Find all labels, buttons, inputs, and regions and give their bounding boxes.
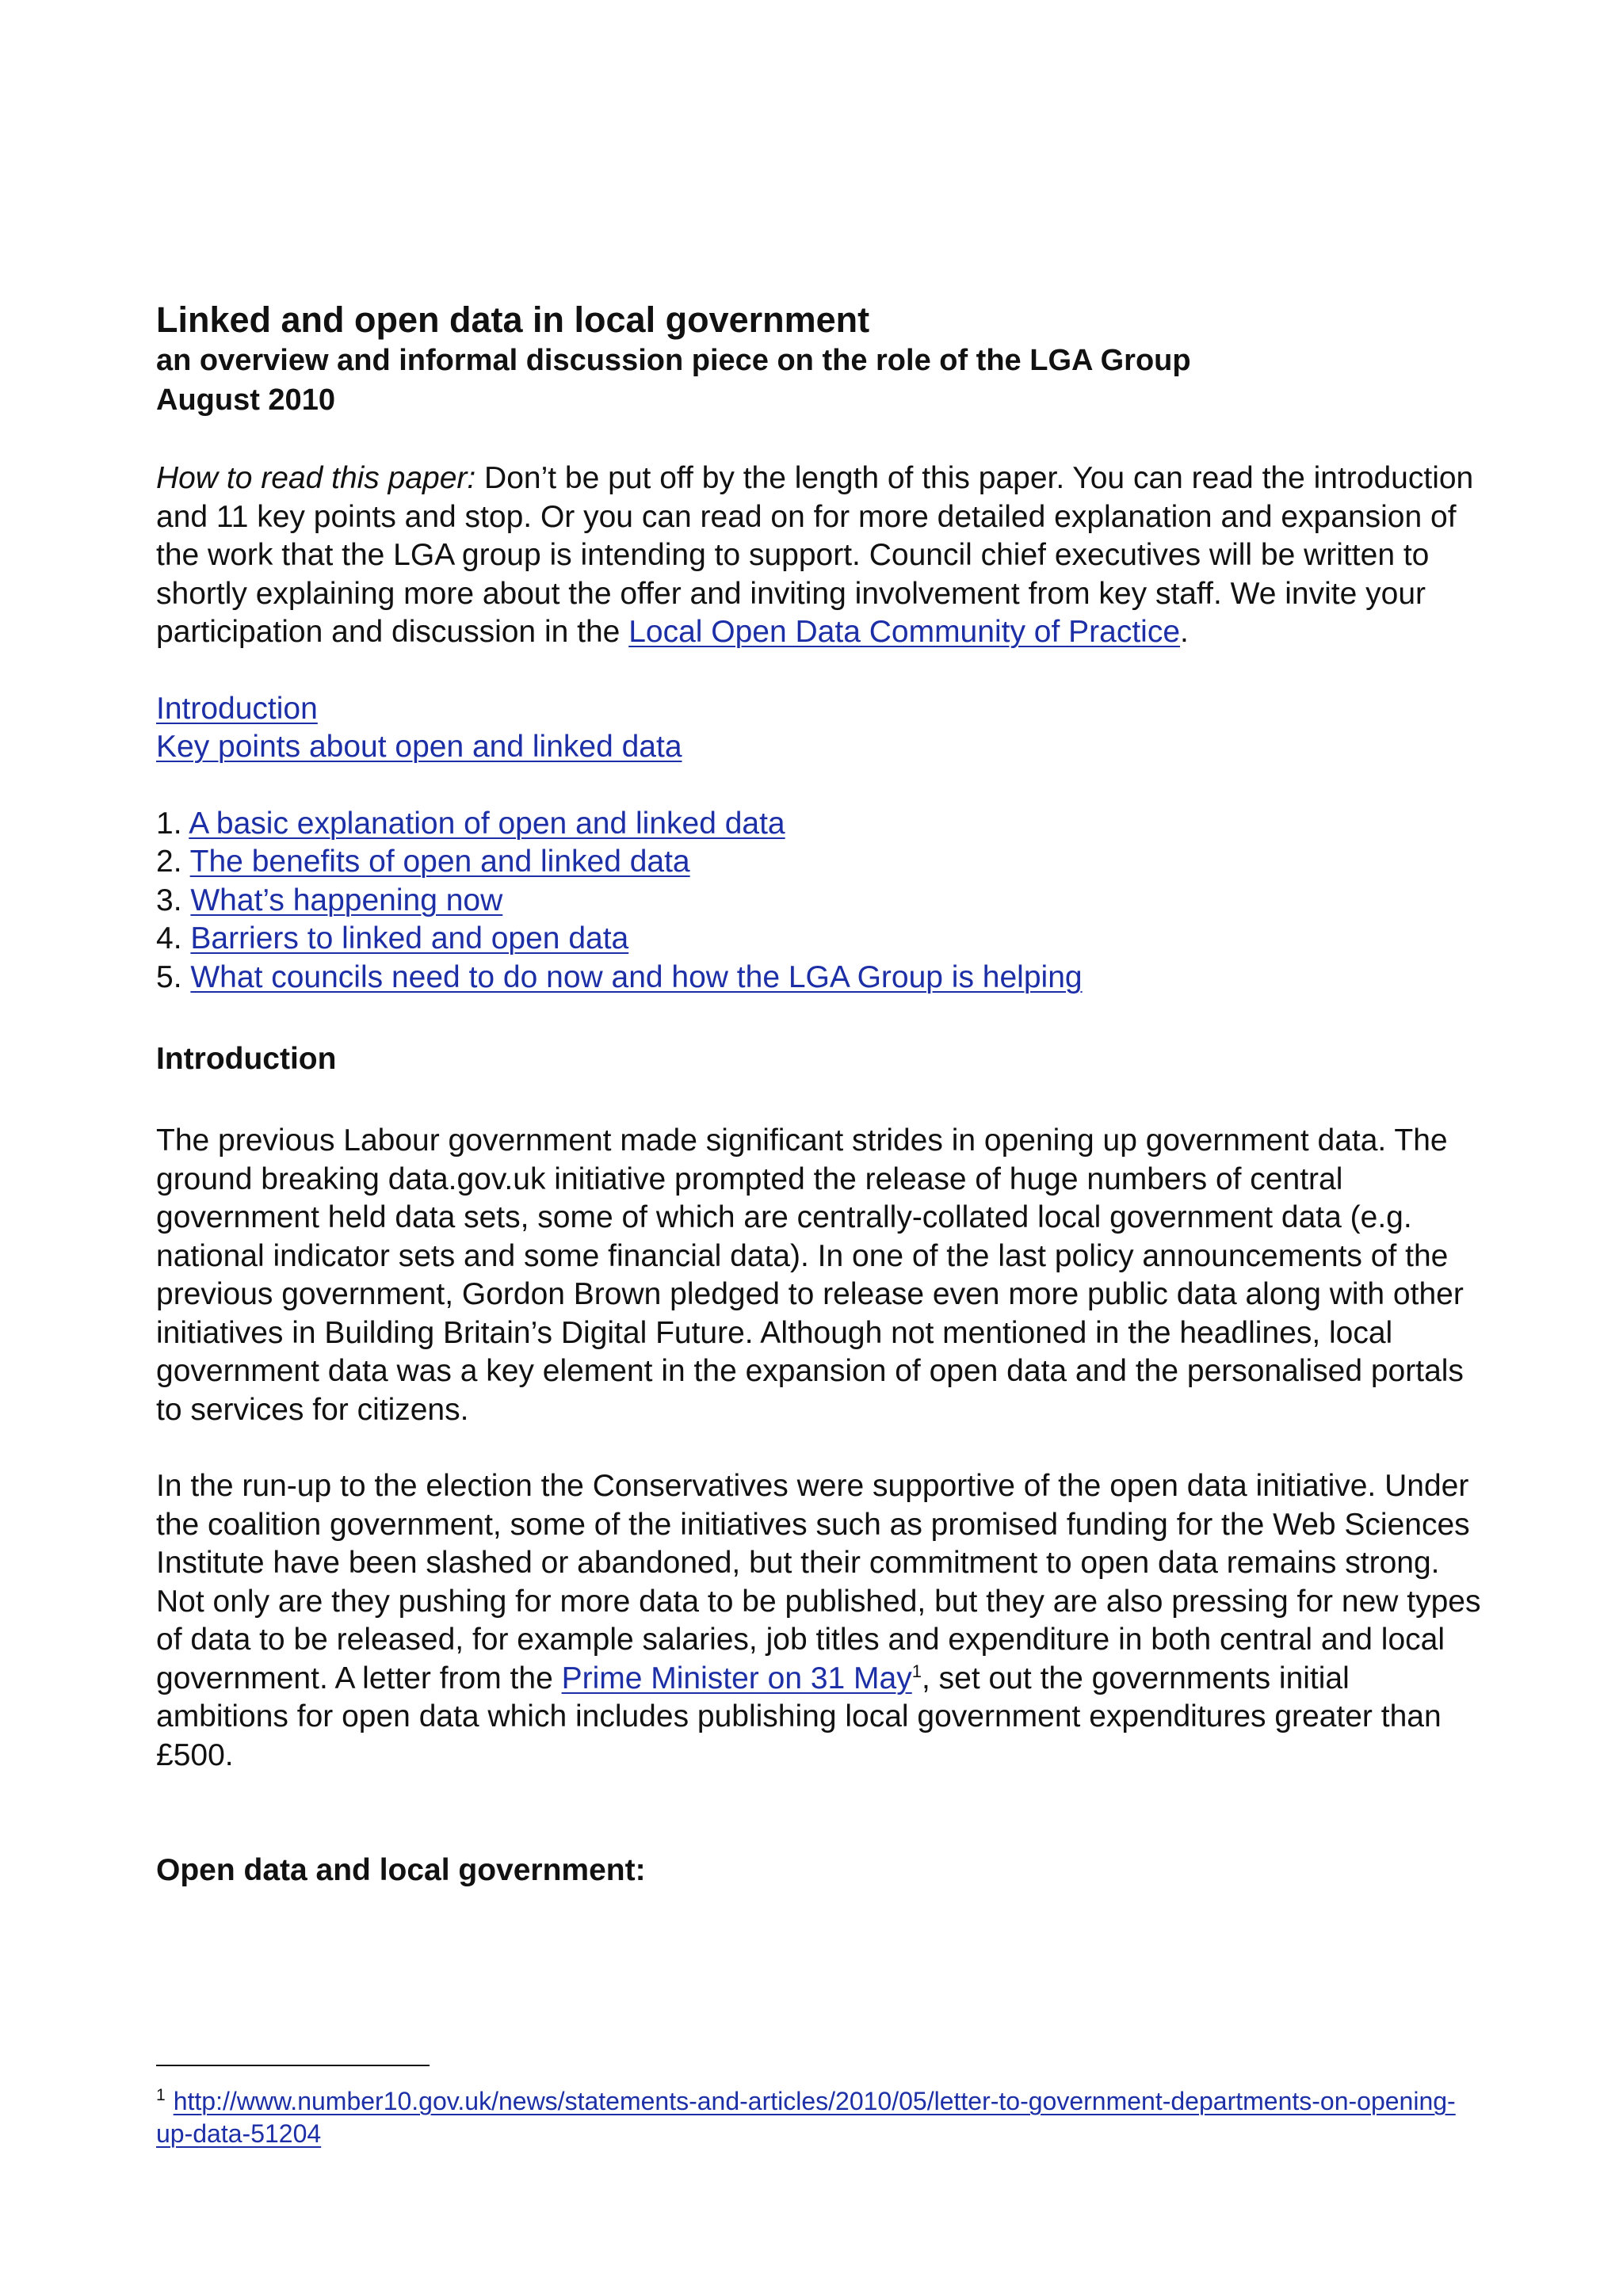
document-title: Linked and open data in local government — [156, 299, 870, 340]
footnote-url-link[interactable]: http://www.number10.gov.uk/news/statements-and-articles/2010/05/letter-to-government-departments-on-opening-up-data-51204 — [156, 2087, 1456, 2148]
para2-text-before: In the run-up to the election the Conservatives were supportive of the open data initiative. Under the coalition government, some of the initiatives such as promised funding for the Web Sciences Institute have been slashed or abandoned, but their commitment to open data remains strong. Not only are they pushing for more data to be published, but they are also pressing for new types of data to be released, for example salaries, job titles and expenditure in both central and local government. A letter from the — [156, 1469, 1481, 1695]
introduction-heading: Introduction — [156, 1042, 337, 1076]
list-number: 4. — [156, 921, 191, 955]
para2-text-after: , set out the governments initial ambitions for open data which includes publishing local government expenditures greater than £500. — [156, 1661, 1442, 1772]
how-to-read-label: How to read this paper: — [156, 461, 476, 495]
toc-link-barriers[interactable]: Barriers to linked and open data — [190, 921, 629, 955]
open-data-heading: Open data and local government: — [156, 1853, 646, 1887]
list-item — [156, 882, 1487, 921]
how-to-read-paragraph — [156, 460, 1487, 652]
footnote-reference[interactable]: 1 — [911, 1661, 922, 1681]
document-date: August 2010 — [156, 383, 335, 417]
list-item — [156, 805, 1487, 844]
toc-link-benefits[interactable]: The benefits of open and linked data — [189, 845, 690, 879]
prime-minister-letter-link[interactable]: Prime Minister on 31 May — [561, 1661, 912, 1695]
list-item — [156, 920, 1487, 959]
how-to-read-text: Don’t be put off by the length of this paper. You can read the introduction and 11 key points and stop. Or you can read on for more detailed explanation and expansion of the work that the LGA group is intending to support. Council chief executives will be written to shortly explaining more about the offer and inviting involvement from key staff. We invite your participation and discussion in the — [156, 461, 1474, 649]
toc-link-key-points[interactable]: Key points about open and linked data — [156, 730, 682, 764]
document-page — [156, 299, 1487, 1890]
numbered-contents-list — [156, 805, 1487, 997]
introduction-paragraph-2 — [156, 1467, 1487, 1775]
how-to-read-end: . — [1180, 615, 1189, 649]
footnote-divider — [156, 2065, 430, 2066]
list-number: 3. — [156, 883, 191, 917]
toc-link-whats-happening[interactable]: What’s happening now — [190, 883, 503, 917]
toc-link-basic-explanation[interactable]: A basic explanation of open and linked data — [189, 806, 785, 841]
document-subtitle: an overview and informal discussion piece on the role of the LGA Group — [156, 344, 1191, 377]
toc-link-what-councils-need[interactable]: What councils need to do now and how the LGA Group is helping — [190, 959, 1083, 994]
footnote — [156, 2085, 1487, 2150]
introduction-paragraph-1: The previous Labour government made significant strides in opening up government data. The ground breaking data.gov.uk initiative prompted the release of huge numbers of central government held data sets, some of which are centrally-collated local government data (e.g. national indicator sets and some financial data). In one of the last policy announcements of the previous government, Gordon Brown pledged to release even more public data along with other initiatives in Building Britain’s Digital Future. Although not mentioned in the headlines, local government data was a key element in the expansion of open data and the personalised portals to services for citizens. — [156, 1123, 1464, 1427]
footnote-number: 1 — [156, 2086, 166, 2105]
list-number: 2. — [156, 845, 190, 879]
community-of-practice-link[interactable]: Local Open Data Community of Practice — [628, 615, 1181, 649]
toc-link-introduction[interactable]: Introduction — [156, 691, 318, 726]
list-item — [156, 843, 1487, 882]
list-number: 5. — [156, 959, 191, 994]
list-number: 1. — [156, 806, 189, 841]
list-item — [156, 959, 1487, 997]
table-of-contents — [156, 690, 1487, 767]
